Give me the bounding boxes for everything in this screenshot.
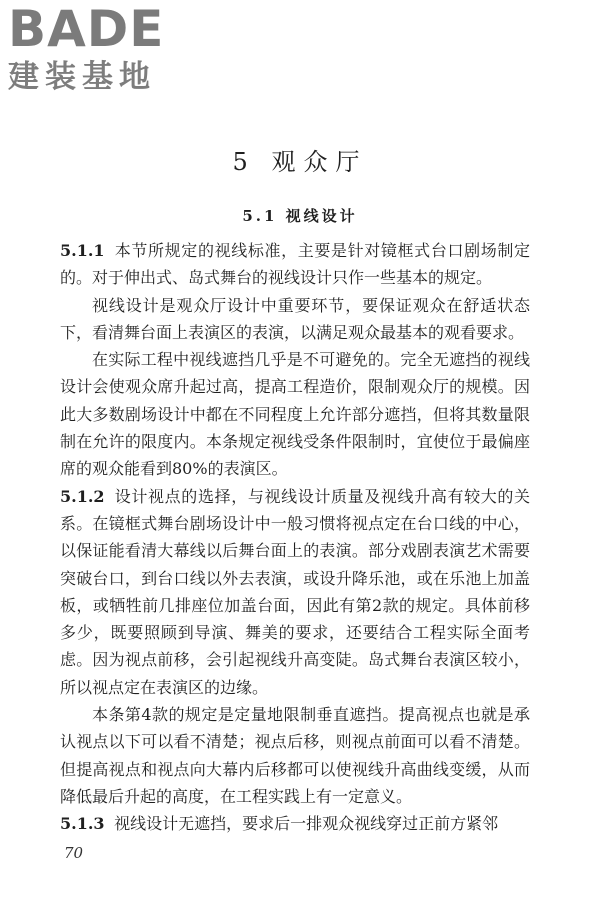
chapter-title: 5 观众厅: [232, 148, 368, 176]
paragraph: 本条第4款的规定是定量地限制垂直遮挡。提高视点也就是承认视点以下可以看不清楚；视点后移，则视点前面可以看不清楚。但提高视点和视点向大幕内后移都可以使视线升高曲线变缓，从而降低最后升起的高度，在工程实践上有一定意义。: [60, 705, 530, 806]
section-title: 5.1 视线设计: [242, 207, 358, 225]
paragraph: 在实际工程中视线遮挡几乎是不可避免的。完全无遮挡的视线设计会使观众席升起过高，提高工程造价，限制观众厅的规模。因此大多数剧场设计中都在不同程度上允许部分遮挡，但将其数量限制在允许的限度内。本条规定视线受条件限制时，宜使位于最偏座席的观众能看到80%的表演区。: [60, 350, 530, 479]
paragraph-text: 视线设计无遮挡，要求后一排观众视线穿过正前方紧邻: [114, 814, 499, 834]
brand-logo: [8, 0, 165, 95]
page-number: 70: [64, 844, 84, 862]
clause-paragraph: [60, 237, 530, 292]
paragraph-text: 本节所规定的视线标准，主要是针对镜框式台口剧场制定的。对于伸出式、岛式舞台的视线设计只作一些基本的规定。: [60, 241, 530, 288]
clause-paragraph: [60, 483, 530, 701]
clause-number: 5.1.2: [60, 486, 105, 506]
logo-subtitle: 建装基地: [8, 59, 156, 95]
body-text: [60, 237, 530, 838]
clause-paragraph: [60, 810, 530, 837]
logo-mark: BADE: [8, 0, 165, 58]
paragraph-text: 设计视点的选择，与视线设计质量及视线升高有较大的关系。在镜框式舞台剧场设计中一般习惯将视点定在台口线的中心，以保证能看清大幕线以后舞台面上的表演。部分戏剧表演艺术需要突破台口，到台口线以外去表演，或设升降乐池，或在乐池上加盖板，或牺牲前几排座位加盖台面，因此有第2款的规定。具体前移多少，既要照顾到导演、舞美的要求，还要结合工程实际全面考虑。因为视点前移，会引起视线升高变陡。岛式舞台表演区较小，所以视点定在表演区的边缘。: [60, 486, 530, 697]
paragraph: 视线设计是观众厅设计中重要环节，要保证观众在舒适状态下，看清舞台面上表演区的表演，以满足观众最基本的观看要求。: [60, 295, 530, 342]
clause-number: 5.1.1: [60, 241, 105, 260]
clause-number: 5.1.3: [60, 814, 105, 834]
